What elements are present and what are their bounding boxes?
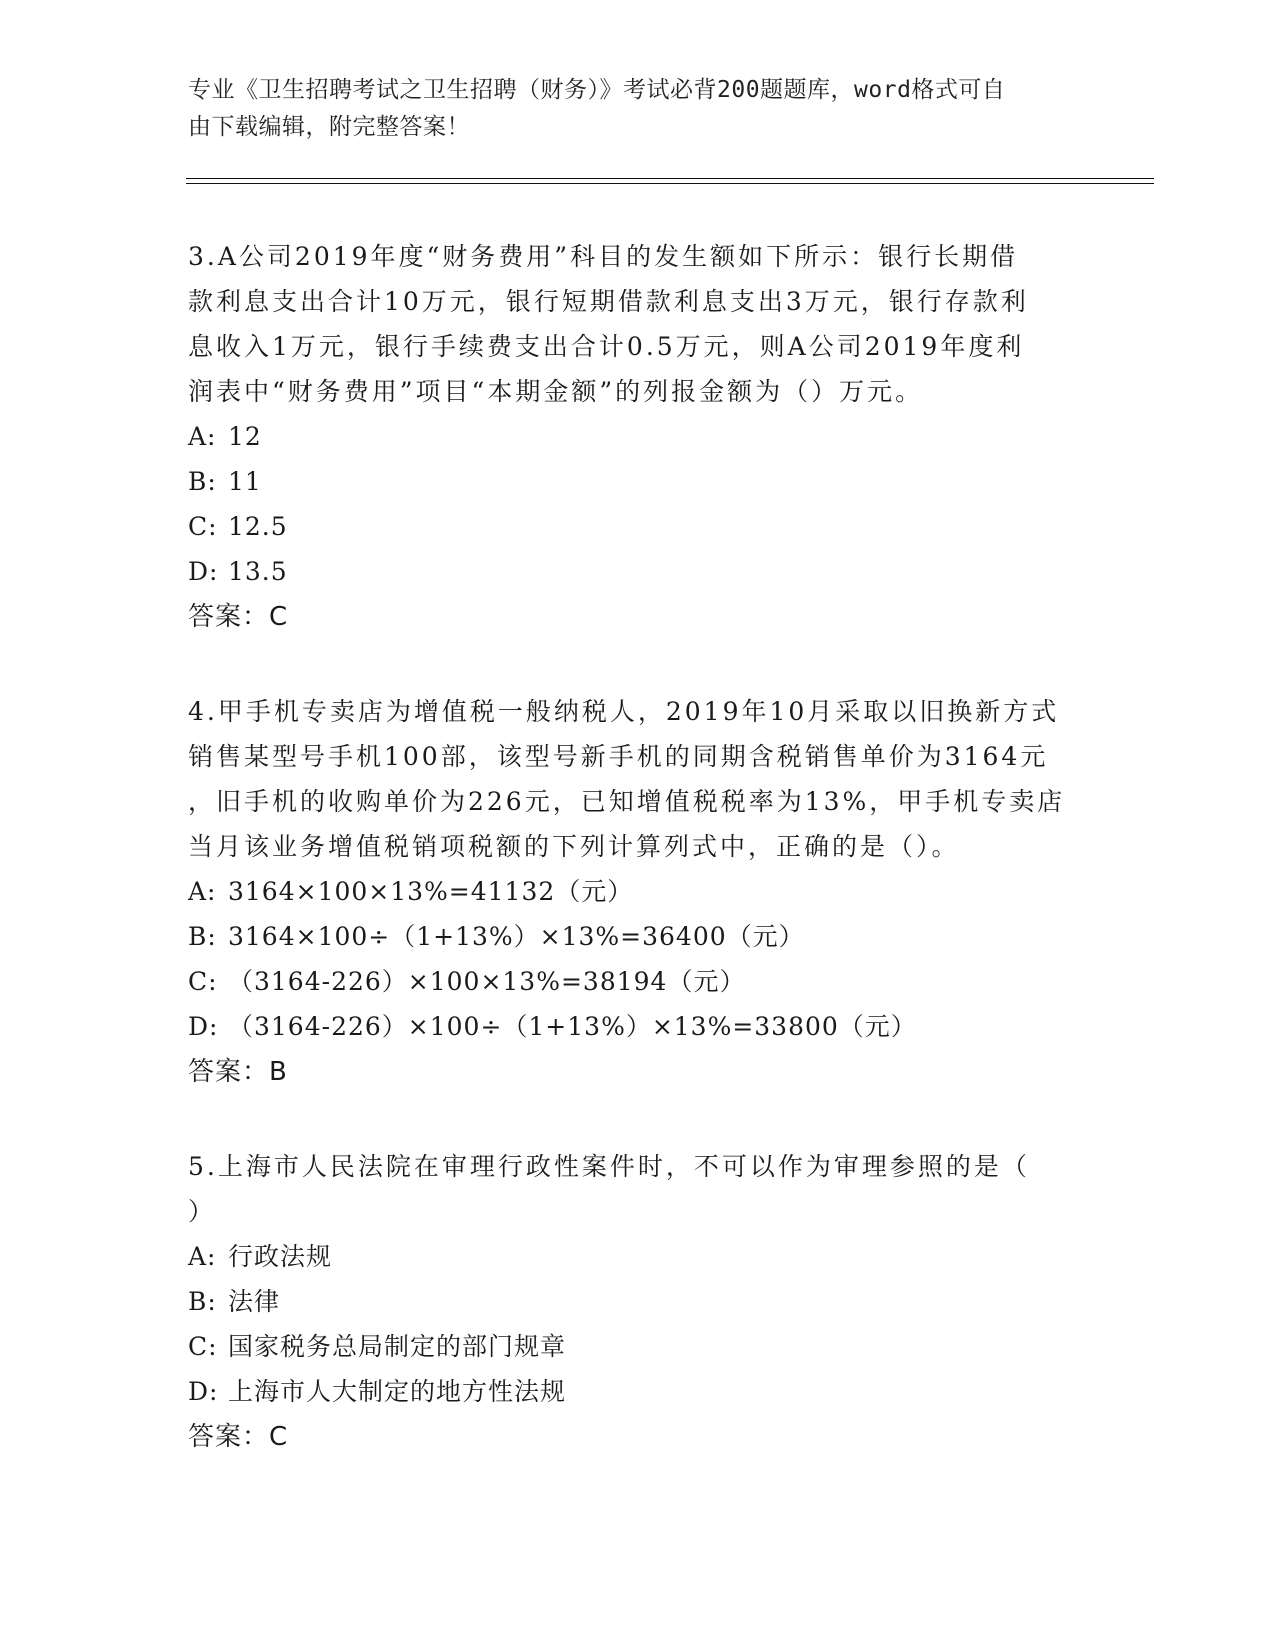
- answer-line: 答案：B: [188, 1057, 288, 1087]
- option-text: 13.5: [228, 557, 288, 586]
- stem-line: 销售某型号手机100部，该型号新手机的同期含税销售单价为3164元: [188, 742, 1049, 771]
- option-a: [188, 414, 1088, 459]
- option-b: [188, 914, 1088, 959]
- stem-line: ）: [188, 1197, 217, 1226]
- option-letter: A:: [188, 1242, 217, 1271]
- option-a: [188, 869, 1088, 914]
- option-text: 3164×100÷（1+13%）×13%=36400（元）: [228, 922, 805, 951]
- option-letter: A:: [188, 877, 217, 906]
- option-text: 国家税务总局制定的部门规章: [228, 1332, 567, 1361]
- option-text: 上海市人大制定的地方性法规: [228, 1377, 567, 1406]
- option-text: 行政法规: [228, 1242, 333, 1271]
- option-a: [188, 1234, 1088, 1279]
- header-divider: [186, 178, 1154, 179]
- option-letter: C:: [188, 1332, 218, 1361]
- option-letter: C:: [188, 512, 218, 541]
- question-stem: [188, 1144, 1088, 1234]
- option-letter: B:: [188, 467, 217, 496]
- option-c: [188, 1324, 1088, 1369]
- question-block: [188, 234, 1088, 640]
- question-block: [188, 1144, 1088, 1460]
- option-letter: A:: [188, 422, 217, 451]
- option-text: 12: [228, 422, 262, 451]
- stem-line: 5.上海市人民法院在审理行政性案件时，不可以作为审理参照的是（: [188, 1152, 1030, 1181]
- question-block: [188, 689, 1088, 1095]
- option-b: [188, 459, 1088, 504]
- stem-line: 息收入1万元，银行手续费支出合计0.5万元，则A公司2019年度利: [188, 332, 1025, 361]
- question-stem: [188, 689, 1088, 869]
- stem-line: 当月该业务增值税销项税额的下列计算列式中，正确的是（）。: [188, 832, 960, 861]
- option-text: 12.5: [228, 512, 288, 541]
- option-c: [188, 959, 1088, 1004]
- answer-line: 答案：C: [188, 602, 289, 632]
- option-d: [188, 549, 1088, 594]
- stem-line: 润表中“财务费用”项目“本期金额”的列报金额为（）万元。: [188, 377, 924, 406]
- stem-line: 3.A公司2019年度“财务费用”科目的发生额如下所示：银行长期借: [188, 242, 1019, 271]
- option-text: 11: [228, 467, 262, 496]
- option-b: [188, 1279, 1088, 1324]
- option-d: [188, 1369, 1088, 1414]
- header-divider: [186, 183, 1154, 184]
- answer-line: 答案：C: [188, 1422, 289, 1452]
- option-letter: C:: [188, 967, 218, 996]
- option-letter: D:: [188, 1012, 219, 1041]
- option-letter: B:: [188, 1287, 217, 1316]
- option-c: [188, 504, 1088, 549]
- header-line: 专业《卫生招聘考试之卫生招聘（财务）》考试必背200题题库，word格式可自: [188, 77, 1006, 103]
- option-letter: D:: [188, 1377, 219, 1406]
- option-d: [188, 1004, 1088, 1049]
- stem-line: ，旧手机的收购单价为226元，已知增值税税率为13%，甲手机专卖店: [188, 787, 1066, 816]
- option-letter: D:: [188, 557, 219, 586]
- option-letter: B:: [188, 922, 217, 951]
- stem-line: 4.甲手机专卖店为增值税一般纳税人，2019年10月采取以旧换新方式: [188, 697, 1060, 726]
- option-text: 3164×100×13%=41132（元）: [228, 877, 634, 906]
- option-text: （3164-226）×100÷（1+13%）×13%=33800（元）: [228, 1012, 917, 1041]
- document-header: [188, 72, 1068, 146]
- stem-line: 款利息支出合计10万元，银行短期借款利息支出3万元，银行存款利: [188, 287, 1029, 316]
- header-line: 由下载编辑，附完整答案！: [188, 114, 470, 140]
- option-text: （3164-226）×100×13%=38194（元）: [228, 967, 746, 996]
- option-text: 法律: [228, 1287, 281, 1316]
- question-stem: [188, 234, 1088, 414]
